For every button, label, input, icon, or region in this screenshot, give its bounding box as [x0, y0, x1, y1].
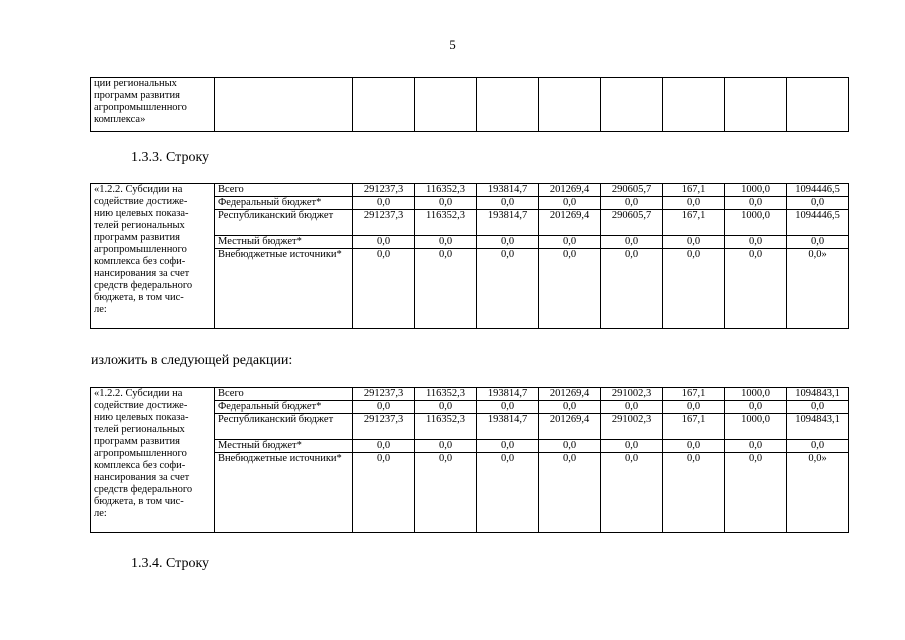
value-cell: 201269,4 — [539, 210, 601, 236]
value-cell: 0,0 — [787, 236, 849, 249]
value-cell: 0,0 — [477, 249, 539, 329]
value-cell: 0,0» — [787, 453, 849, 533]
page-number: 5 — [449, 37, 456, 52]
table-old — [90, 183, 849, 329]
value-cell: 0,0 — [539, 453, 601, 533]
value-cell: 0,0 — [477, 236, 539, 249]
value-cell: 116352,3 — [415, 184, 477, 197]
value-cell: 0,0 — [539, 440, 601, 453]
value-cell: 193814,7 — [477, 210, 539, 236]
value-cell: 201269,4 — [539, 184, 601, 197]
value-cell: 0,0 — [663, 401, 725, 414]
value-cell: 0,0 — [415, 197, 477, 210]
value-cell: 0,0 — [725, 236, 787, 249]
top-fragment-table — [90, 77, 849, 132]
value-cell: 0,0 — [663, 440, 725, 453]
value-cell: 167,1 — [663, 184, 725, 197]
value-cell: 193814,7 — [477, 388, 539, 401]
row-label: Местный бюджет* — [215, 440, 353, 453]
value-cell: 0,0 — [353, 197, 415, 210]
row-label: Всего — [215, 184, 353, 197]
value-cell: 0,0 — [725, 440, 787, 453]
value-cell: 0,0 — [477, 453, 539, 533]
value-cell: 0,0 — [539, 401, 601, 414]
value-cell: 1000,0 — [725, 388, 787, 401]
value-cell: 0,0» — [787, 249, 849, 329]
heading-1: 1.3.3. Строку — [131, 150, 210, 165]
value-cell: 1094446,5 — [787, 210, 849, 236]
value-cell: 1094843,1 — [787, 388, 849, 401]
value-cell: 167,1 — [663, 414, 725, 440]
row-label: Внебюджетные источники* — [215, 453, 353, 533]
value-cell: 0,0 — [353, 236, 415, 249]
value-cell: 0,0 — [353, 440, 415, 453]
value-cell: 0,0 — [787, 401, 849, 414]
value-cell: 0,0 — [601, 249, 663, 329]
value-cell: 1000,0 — [725, 184, 787, 197]
row-description: «1.2.2. Субсидии на содействие достиже- нию целевых показа- телей региональных программ развития агропромышленного комплекса без софи- нансирования за счет средств федерального бюджета, в том чис- ле: — [91, 388, 215, 533]
value-cell: 0,0 — [725, 249, 787, 329]
value-cell: 0,0 — [725, 197, 787, 210]
value-cell: 0,0 — [353, 401, 415, 414]
value-cell: 0,0 — [787, 440, 849, 453]
table-new — [90, 387, 849, 533]
value-cell: 0,0 — [787, 197, 849, 210]
row-label: Местный бюджет* — [215, 236, 353, 249]
value-cell: 0,0 — [601, 453, 663, 533]
row-label: Республиканский бюджет — [215, 414, 353, 440]
value-cell: 0,0 — [539, 197, 601, 210]
value-cell: 0,0 — [601, 197, 663, 210]
heading-2: изложить в следующей редакции: — [91, 353, 293, 368]
value-cell: 0,0 — [477, 401, 539, 414]
value-cell: 291002,3 — [601, 388, 663, 401]
fragment-description: ции региональных программ развития агропромышленного комплекса» — [91, 78, 215, 132]
row-label: Федеральный бюджет* — [215, 197, 353, 210]
value-cell: 167,1 — [663, 388, 725, 401]
value-cell: 0,0 — [601, 401, 663, 414]
value-cell: 0,0 — [539, 236, 601, 249]
value-cell: 0,0 — [415, 401, 477, 414]
value-cell: 291237,3 — [353, 388, 415, 401]
value-cell: 0,0 — [725, 401, 787, 414]
row-label: Федеральный бюджет* — [215, 401, 353, 414]
value-cell: 0,0 — [477, 440, 539, 453]
heading-3: 1.3.4. Строку — [131, 556, 210, 571]
value-cell: 0,0 — [601, 236, 663, 249]
value-cell: 291237,3 — [353, 184, 415, 197]
value-cell: 1000,0 — [725, 210, 787, 236]
row-label: Внебюджетные источники* — [215, 249, 353, 329]
value-cell: 201269,4 — [539, 414, 601, 440]
value-cell: 116352,3 — [415, 210, 477, 236]
value-cell: 0,0 — [415, 249, 477, 329]
value-cell: 0,0 — [353, 453, 415, 533]
value-cell: 0,0 — [663, 453, 725, 533]
value-cell: 201269,4 — [539, 388, 601, 401]
value-cell: 0,0 — [477, 197, 539, 210]
value-cell: 0,0 — [663, 236, 725, 249]
value-cell: 0,0 — [539, 249, 601, 329]
value-cell: 291002,3 — [601, 414, 663, 440]
value-cell: 116352,3 — [415, 414, 477, 440]
row-label: Всего — [215, 388, 353, 401]
value-cell: 0,0 — [601, 440, 663, 453]
value-cell: 0,0 — [415, 236, 477, 249]
value-cell: 1000,0 — [725, 414, 787, 440]
row-description: «1.2.2. Субсидии на содействие достиже- нию целевых показа- телей региональных программ развития агропромышленного комплекса без софи- нансирования за счет средств федерального бюджета, в том чис- ле: — [91, 184, 215, 329]
value-cell: 116352,3 — [415, 388, 477, 401]
value-cell: 0,0 — [415, 453, 477, 533]
value-cell: 0,0 — [725, 453, 787, 533]
value-cell: 291237,3 — [353, 210, 415, 236]
value-cell: 0,0 — [663, 249, 725, 329]
value-cell: 290605,7 — [601, 184, 663, 197]
value-cell: 0,0 — [353, 249, 415, 329]
row-label: Республиканский бюджет — [215, 210, 353, 236]
value-cell: 193814,7 — [477, 184, 539, 197]
value-cell: 193814,7 — [477, 414, 539, 440]
value-cell: 291237,3 — [353, 414, 415, 440]
value-cell: 0,0 — [663, 197, 725, 210]
value-cell: 1094843,1 — [787, 414, 849, 440]
value-cell: 0,0 — [415, 440, 477, 453]
value-cell: 167,1 — [663, 210, 725, 236]
value-cell: 1094446,5 — [787, 184, 849, 197]
value-cell: 290605,7 — [601, 210, 663, 236]
